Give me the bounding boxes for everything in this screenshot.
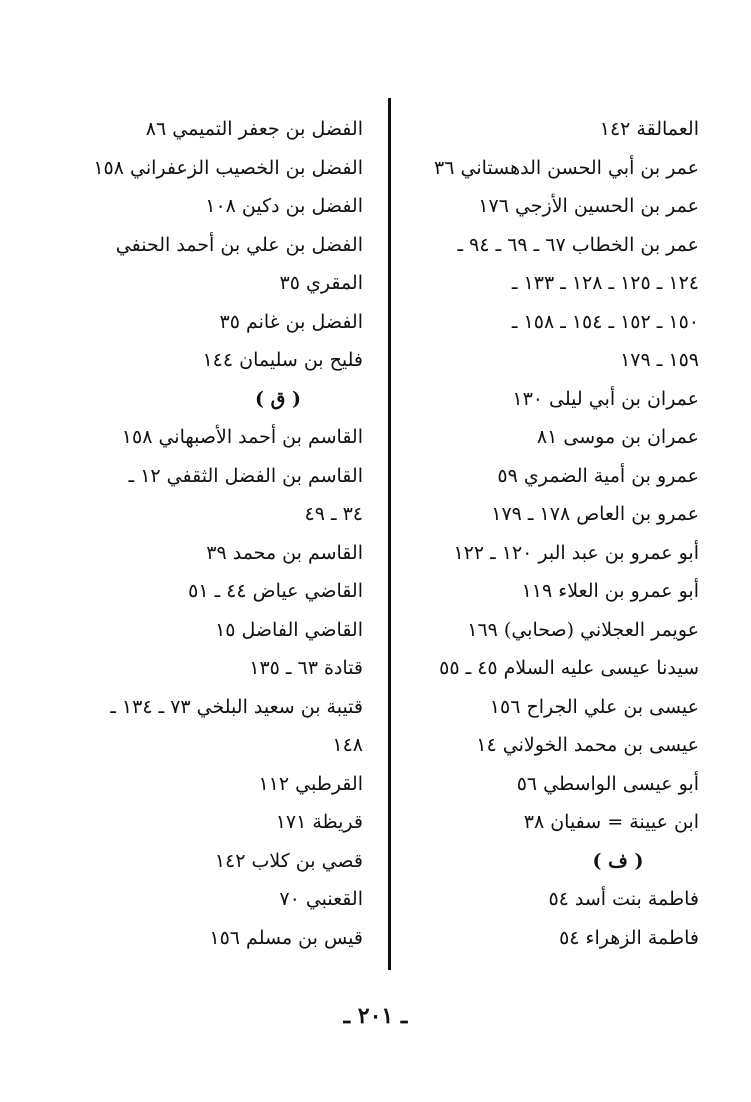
index-entry: قريظة ١٧١ (275, 811, 363, 833)
index-column-left (53, 110, 363, 957)
index-entry-continuation: ١٤٨ (332, 734, 363, 756)
index-entry: فاطمة الزهراء ٥٤ (559, 926, 699, 949)
index-entry: الفضل بن دكين ١٠٨ (205, 195, 363, 217)
page-number: ـ ٢٠١ ـ (343, 1003, 408, 1029)
index-entry: فليح بن سليمان ١٤٤ (202, 349, 363, 371)
index-entry: عمر بن الخطاب ٦٧ ـ ٦٩ ـ ٩٤ ـ (457, 233, 699, 256)
index-entry: أبو عمرو بن عبد البر ١٢٠ ـ ١٢٢ (453, 541, 699, 564)
index-entry: القاسم بن أحمد الأصبهاني ١٥٨ (121, 426, 363, 448)
index-entry: أبو عيسى الواسطي ٥٦ (516, 772, 699, 795)
index-entry: عويمر العجلاني (صحابي) ١٦٩ (467, 618, 699, 641)
index-entry: الفضل بن جعفر التميمي ٨٦ (145, 118, 363, 140)
index-entry: عمران بن موسى ٨١ (536, 426, 699, 448)
index-entry-continuation: ١٢٤ ـ ١٢٥ ـ ١٢٨ ـ ١٣٣ ـ (511, 272, 699, 294)
index-column-right (387, 110, 699, 957)
index-entry-continuation: ٣٤ ـ ٤٩ (304, 503, 363, 525)
index-entry: أبو عمرو بن العلاء ١١٩ (521, 580, 699, 602)
index-entry: عيسى بن علي الجراح ١٥٦ (489, 695, 699, 718)
index-entry: القاضي عياض ٤٤ ـ ٥١ (188, 580, 363, 602)
index-entry: العمالقة ١٤٢ (599, 118, 699, 140)
index-entry: عمرو بن أمية الضمري ٥٩ (497, 464, 699, 487)
index-entry: قصي بن كلاب ١٤٢ (214, 849, 363, 872)
index-entry-continuation: المقري ٣٥ (279, 272, 363, 294)
index-entry: الفضل بن علي بن أحمد الحنفي (115, 233, 363, 256)
index-entry-continuation: ١٥٩ ـ ١٧٩ (620, 349, 699, 371)
section-letter-heading: ( ق ) (255, 387, 301, 410)
index-entry: سيدنا عيسى عليه السلام ٤٥ ـ ٥٥ (439, 657, 699, 679)
section-letter-heading: ( ف ) (592, 849, 644, 872)
index-entry: فاطمة بنت أسد ٥٤ (548, 888, 699, 910)
index-entry: الفضل بن الخصيب الزعفراني ١٥٨ (93, 156, 363, 179)
index-entry: قيس بن مسلم ١٥٦ (209, 926, 363, 949)
index-entry: القعنبي ٧٠ (279, 888, 363, 910)
index-entry: عمران بن أبي ليلى ١٣٠ (512, 387, 699, 410)
index-entry-continuation: ١٥٠ ـ ١٥٢ ـ ١٥٤ ـ ١٥٨ ـ (511, 310, 699, 333)
column-divider (388, 98, 391, 970)
index-entry: قتادة ٦٣ ـ ١٣٥ (249, 657, 363, 679)
index-entry: القاسم بن محمد ٣٩ (206, 541, 363, 564)
index-entry: القرطبي ١١٢ (258, 772, 363, 795)
index-entry: ابن عيينة = سفيان ٣٨ (523, 811, 699, 833)
index-entry: عمر بن الحسين الأزجي ١٧٦ (478, 195, 699, 217)
index-entry: القاسم بن الفضل الثقفي ١٢ ـ (128, 464, 363, 487)
index-entry: الفضل بن غانم ٣٥ (219, 310, 363, 333)
index-entry: عمرو بن العاص ١٧٨ ـ ١٧٩ (491, 503, 699, 525)
index-entry: قتيبة بن سعيد البلخي ٧٣ ـ ١٣٤ ـ (110, 695, 363, 718)
index-entry: القاضي الفاضل ١٥ (215, 618, 363, 641)
index-entry: عيسى بن محمد الخولاني ١٤ (476, 734, 699, 756)
index-entry: عمر بن أبي الحسن الدهستاني ٣٦ (434, 156, 699, 179)
